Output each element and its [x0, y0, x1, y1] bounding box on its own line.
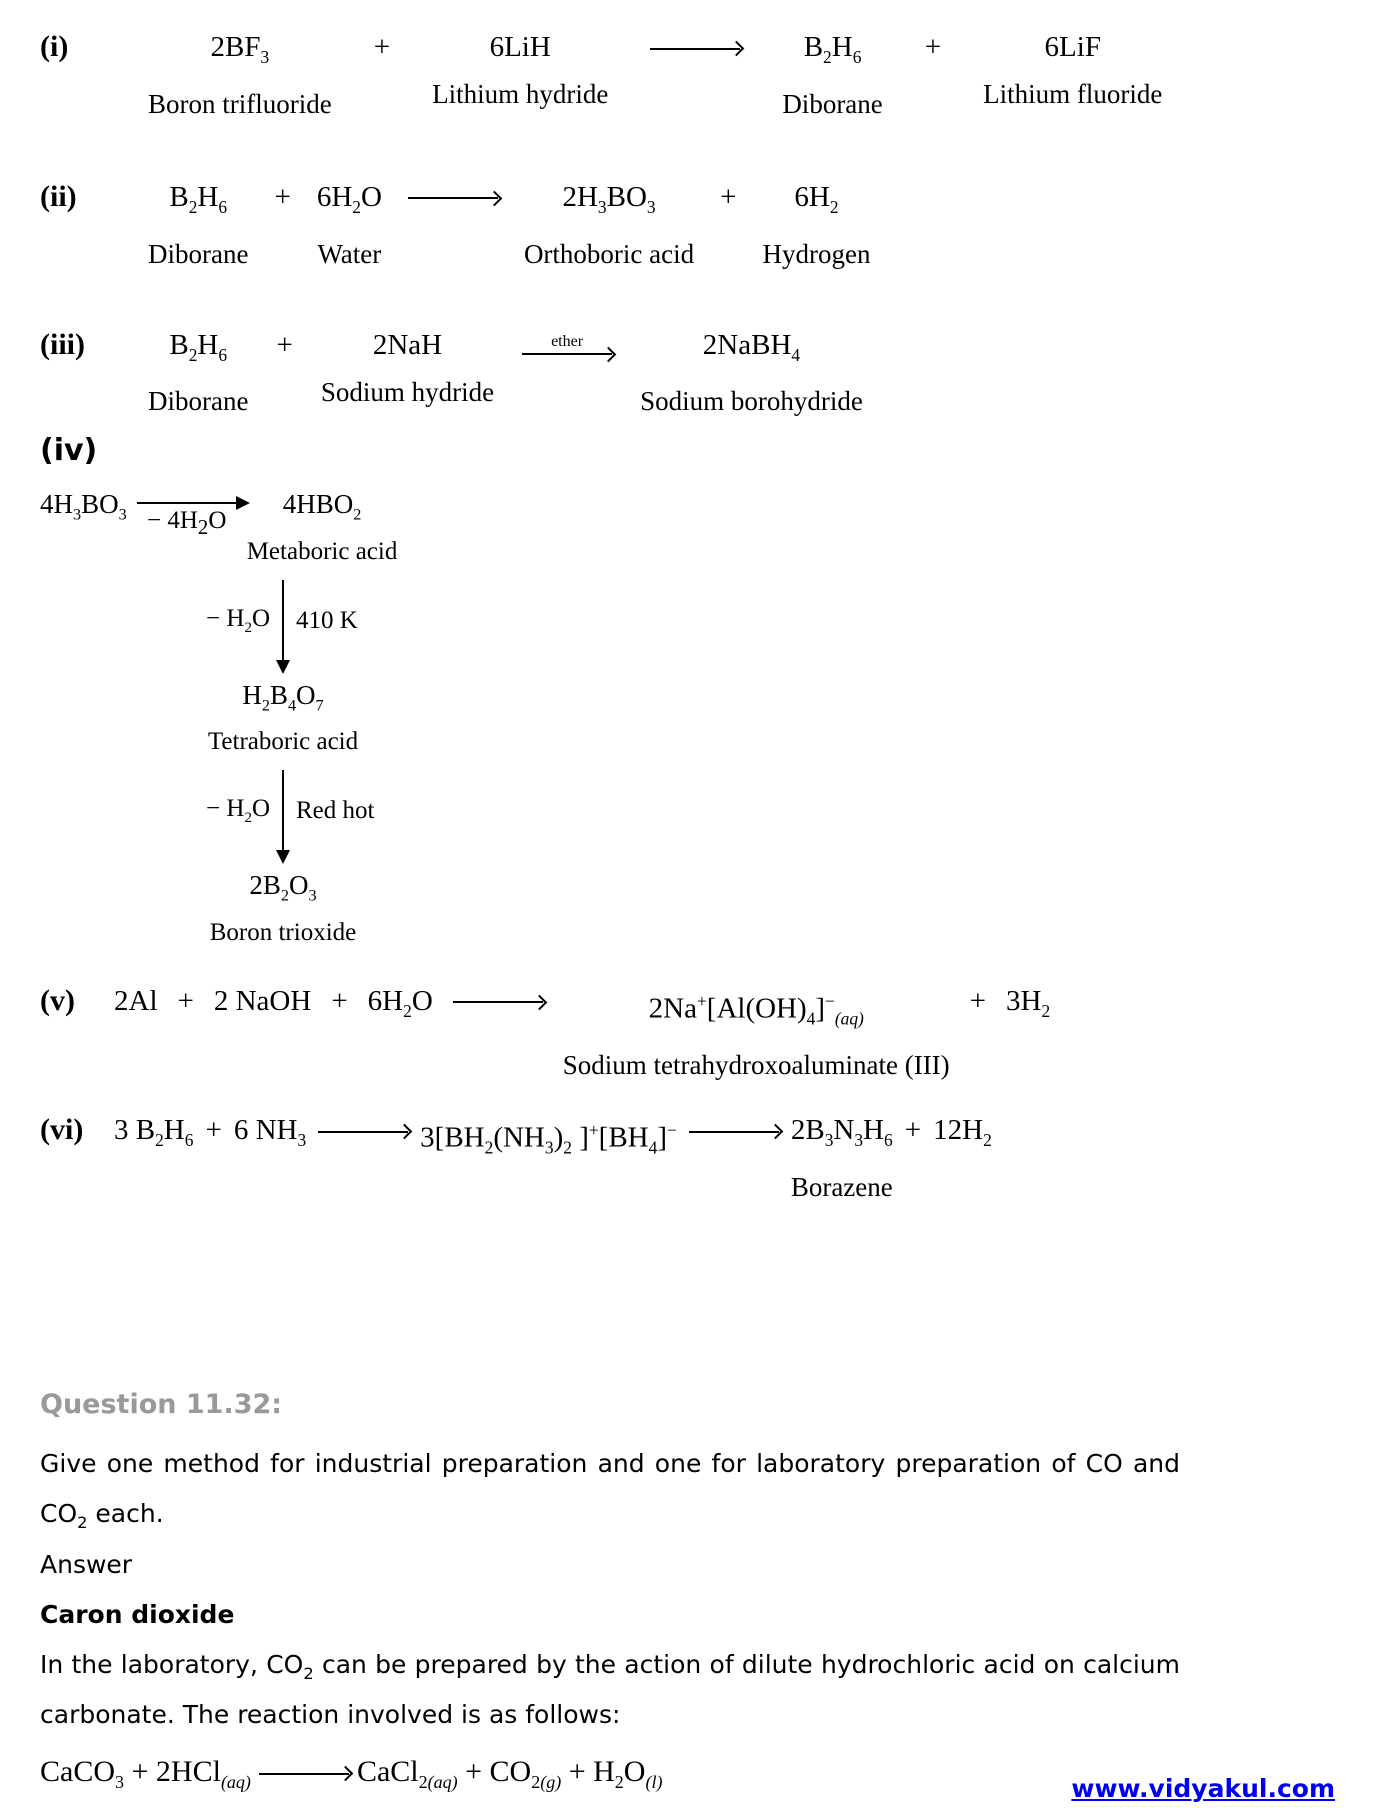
compound-name: Sodium tetrahydroxoaluminate (III): [562, 1050, 950, 1081]
formula-term: [983, 24, 1162, 110]
chemical-formula: $2B_2O_3$: [249, 870, 317, 905]
arrow-line: [318, 1131, 408, 1133]
arrow-line: [259, 1773, 349, 1775]
chemical-formula: 2 NaOH: [213, 984, 312, 1017]
answer-subheading: Caron dioxide: [40, 1599, 235, 1629]
chemical-formula: $3H_2$: [1006, 984, 1051, 1021]
chemical-formula: $2H_3BO_3$: [562, 180, 656, 217]
formula-term: [1006, 978, 1050, 1034]
chemical-formula: $2B_3N_3H_6$: [790, 1114, 893, 1150]
question-heading: Question 11.32:: [40, 1388, 283, 1420]
compound-name: Tetraboric acid: [207, 728, 359, 756]
reaction-vi: [40, 1107, 1335, 1203]
compound-name: Diborane: [148, 238, 249, 269]
formula-term: [368, 978, 433, 1034]
formula-term: [420, 1107, 677, 1170]
chemical-formula: $6H_2O$: [316, 180, 382, 217]
compound-name: Sodium hydride: [320, 376, 495, 407]
chemical-formula: $2BF_3$: [210, 31, 270, 67]
formula-term: [158, 865, 408, 947]
reaction-iv-label: (iv): [40, 433, 98, 469]
down-arrow: [282, 770, 284, 852]
formula-term: [524, 174, 694, 270]
arrow-left-condition: − $H_2O$: [206, 795, 270, 827]
compound-name: Lithium hydride: [432, 79, 609, 109]
down-arrow-step: [190, 571, 1335, 671]
chemical-formula: CaCl$_{2(aq)}$ + $CO_{2(g)} + H_2O_{(l)}$: [356, 1755, 663, 1793]
arrow-condition: − $4H_2O$: [147, 507, 227, 540]
chemical-formula: CaCO$_3$ + 2HCl$_{(aq)}$: [40, 1755, 251, 1793]
compound-name: Metaboric acid: [246, 537, 398, 565]
formula-term: [158, 675, 408, 757]
formula-term: [432, 24, 608, 110]
equation-row: [114, 978, 1050, 1081]
formula-term: [114, 978, 158, 1024]
arrow-line: [650, 48, 740, 50]
chemical-formula: 6LiH: [489, 31, 551, 63]
right-arrow: [137, 484, 237, 542]
formula-term: [234, 1107, 306, 1163]
vidyakul-link[interactable]: www.vidyakul.com: [1071, 1774, 1335, 1804]
chemical-formula: $B_2H_6$: [169, 180, 228, 217]
reaction-iii: [40, 322, 1335, 418]
equation-row: [148, 24, 1162, 120]
formula-term: [782, 24, 882, 120]
reaction-i: [40, 24, 1335, 120]
reaction-ii: [40, 174, 1335, 270]
plus-operator: +: [274, 180, 291, 213]
arrow-line: [453, 1001, 543, 1003]
arrow-line: [522, 353, 612, 355]
formula-term: [791, 1107, 893, 1203]
arrow-line: [137, 502, 237, 504]
chemical-formula: $6H_2O$: [367, 984, 433, 1021]
reaction-label: (ii): [40, 179, 77, 213]
formula-term: [563, 978, 950, 1081]
reaction-label: (iii): [40, 327, 85, 361]
chemical-formula: $3[BH_2(NH_3)_2$ ]$^+[BH_4]^-$: [420, 1120, 677, 1158]
question-text: Give one method for industrial preparation and one for laboratory preparation of CO and $CO_2$ each.: [40, 1449, 1180, 1533]
reaction-label: (i): [40, 30, 69, 63]
formula-term: [214, 978, 311, 1024]
plus-operator: +: [924, 31, 942, 63]
reaction-arrow: [318, 1107, 408, 1153]
plus-operator: +: [205, 1114, 222, 1147]
chemical-formula: $B_2H_6$: [803, 31, 862, 67]
chemical-formula: $4H_3BO_3$: [40, 489, 127, 524]
plus-operator: +: [276, 328, 293, 361]
formula-term: [357, 1746, 663, 1808]
chemical-formula: $4HBO_2$: [282, 489, 362, 524]
down-arrow-step: [190, 761, 1335, 861]
formula-term: [148, 24, 332, 120]
reaction-arrow: [408, 174, 498, 220]
plus-operator: +: [373, 31, 391, 63]
plus-operator: +: [720, 180, 737, 213]
formula-term: [114, 1107, 193, 1163]
compound-name: Orthoboric acid: [523, 238, 695, 269]
chemical-formula: $12H_2$: [933, 1114, 992, 1150]
reaction-arrow: [650, 24, 740, 70]
answer-paragraph: In the laboratory, $CO_2$ can be prepared by the action of dilute hydrochloric acid on calcium carbonate. The reaction involved is as follows:: [40, 1649, 1181, 1730]
plus-operator: +: [969, 984, 987, 1017]
chemical-formula: $B_2H_6$: [169, 328, 228, 365]
compound-name: Diborane: [782, 88, 883, 119]
reaction-arrow: [522, 322, 612, 368]
formula-term: [247, 484, 398, 566]
compound-name: Borazene: [790, 1171, 893, 1202]
formula-term: [317, 174, 382, 270]
formula-term: [762, 174, 870, 270]
compound-name: Boron trifluoride: [148, 88, 332, 119]
compound-name: Sodium borohydride: [640, 386, 863, 417]
reaction-label: (vi): [40, 1113, 84, 1147]
formula-term: [640, 322, 863, 418]
plus-operator: +: [331, 984, 348, 1017]
compound-name: Hydrogen: [762, 238, 871, 269]
plus-operator: +: [904, 1114, 922, 1147]
compound-name: Water: [317, 238, 382, 269]
chemical-formula: 3 $B_2H_6$: [114, 1114, 194, 1150]
plus-operator: +: [177, 984, 194, 1017]
scheme-row-1: [40, 484, 1335, 566]
reaction-arrow: [259, 1746, 349, 1798]
formula-term: [40, 1746, 251, 1808]
chemical-formula: 2NaBH$_4$: [702, 328, 801, 365]
chemical-formula: $2Na^+[Al(OH)_4]^-_{(aq)}$: [648, 990, 864, 1029]
arrow-line: [408, 197, 498, 199]
reaction-arrow: [453, 978, 543, 1024]
formula-term: [148, 174, 248, 270]
answer-label: Answer: [40, 1549, 133, 1579]
chemical-formula: 2Al: [114, 984, 158, 1017]
chemical-formula: 2NaH: [372, 328, 443, 361]
formula-term: [321, 322, 494, 408]
arrow-right-condition: Red hot: [296, 797, 375, 825]
reaction-v: [40, 978, 1335, 1081]
arrow-left-condition: − $H_2O$: [206, 604, 270, 636]
reaction-iv-scheme: [40, 484, 1335, 947]
chemical-formula: $H_2B_4O_7$: [242, 679, 324, 715]
final-equation-row: [40, 1746, 1335, 1808]
equation-row: [114, 1107, 992, 1203]
arrow-line: [689, 1131, 779, 1133]
down-arrow: [282, 580, 284, 662]
question-section: [40, 1385, 1335, 1808]
equation-row: [148, 174, 870, 270]
chemical-formula: 6LiF: [1044, 31, 1101, 63]
equation-row: [40, 1746, 662, 1808]
reaction-arrow: [689, 1107, 779, 1153]
compound-name: Diborane: [148, 386, 249, 417]
arrow-right-condition: 410 K: [296, 606, 358, 634]
compound-name: Boron trioxide: [209, 918, 357, 946]
equation-row: [148, 322, 863, 418]
formula-term: [148, 322, 248, 418]
chemical-formula: 6 $NH_3$: [233, 1114, 307, 1150]
compound-name: Lithium fluoride: [983, 79, 1163, 109]
reaction-label: (v): [40, 983, 75, 1017]
arrow-condition: ether: [551, 333, 584, 351]
chemical-formula: $6H_2$: [794, 180, 839, 217]
formula-term: [933, 1107, 992, 1163]
